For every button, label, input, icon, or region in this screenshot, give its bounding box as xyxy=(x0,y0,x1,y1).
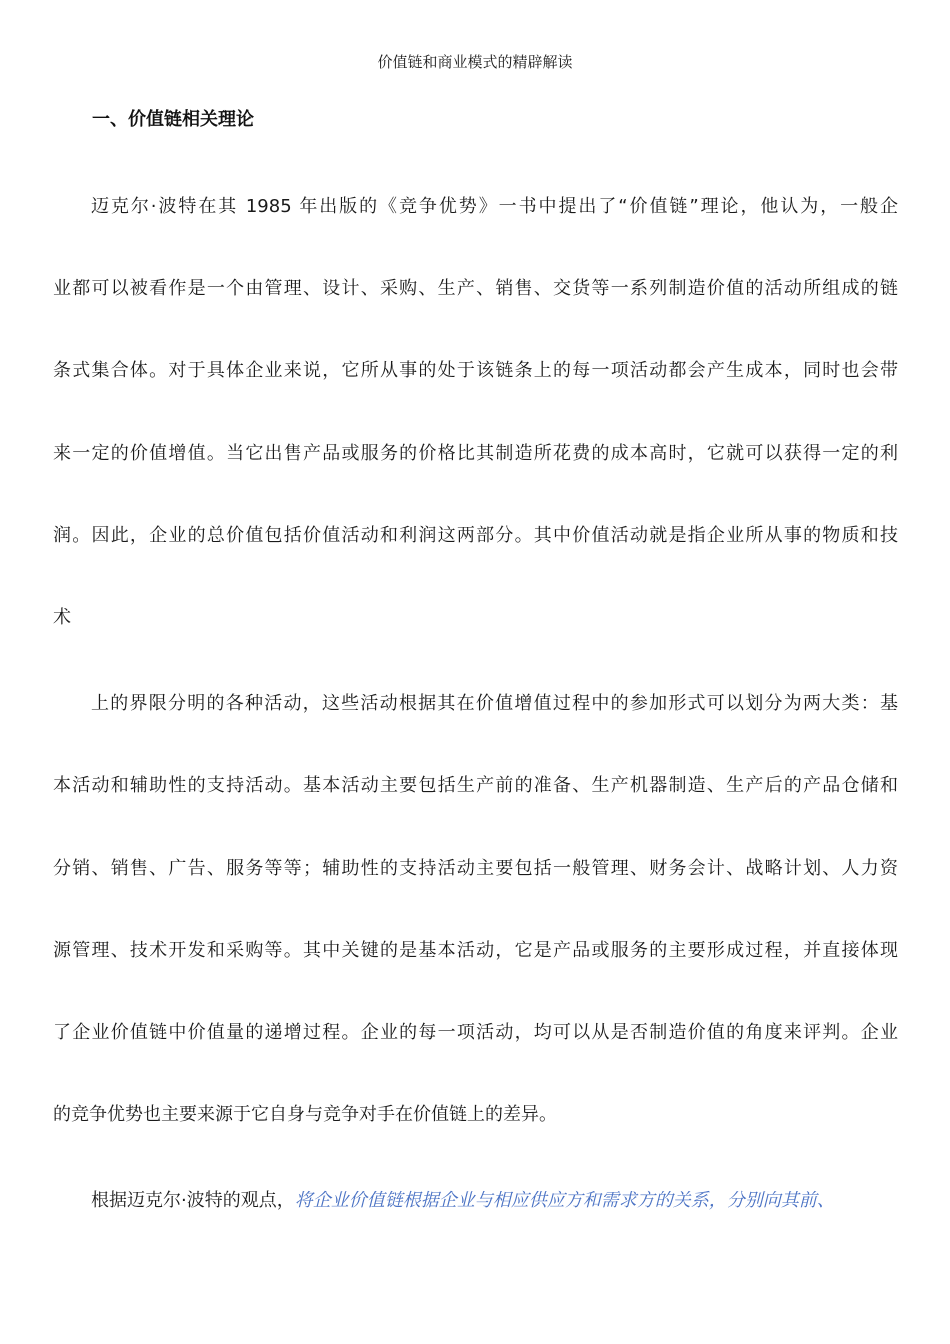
paragraph-line: 迈克尔·波特在其 1985 年出版的《竞争优势》一书中提出了“价值链”理论，他认为，一般企 xyxy=(91,196,898,217)
paragraph-line: 了企业价值链中价值量的递增过程。企业的每一项活动，均可以从是否制造价值的角度来评判。企业 xyxy=(53,1022,898,1043)
paragraph-line: 来一定的价值增值。当它出售产品或服务的价格比其制造所花费的成本高时，它就可以获得一定的利 xyxy=(53,443,898,464)
paragraph-lead-text: 根据迈克尔·波特的观点， xyxy=(91,1190,295,1211)
paragraph-line: 源管理、技术开发和采购等。其中关键的是基本活动，它是产品或服务的主要形成过程，并直接体现 xyxy=(53,940,898,961)
paragraph-line: 上的界限分明的各种活动，这些活动根据其在价值增值过程中的参加形式可以划分为两大类：基 xyxy=(91,693,898,714)
paragraph-line: 本活动和辅助性的支持活动。基本活动主要包括生产前的准备、生产机器制造、生产后的产品仓储和 xyxy=(53,775,898,796)
paragraph-line: 润。因此，企业的总价值包括价值活动和利润这两部分。其中价值活动就是指企业所从事的物质和技 xyxy=(53,525,898,546)
paragraph-line: 分销、销售、广告、服务等等；辅助性的支持活动主要包括一般管理、财务会计、战略计划、人力资 xyxy=(53,858,898,879)
section-heading: 一、价值链相关理论 xyxy=(92,109,254,130)
document-title: 价值链和商业模式的精辟解读 xyxy=(377,53,573,71)
paragraph-line: 条式集合体。对于具体企业来说，它所从事的处于该链条上的每一项活动都会产生成本，同时也会带 xyxy=(53,360,898,381)
paragraph-line xyxy=(91,1187,898,1215)
paragraph-line: 的竞争优势也主要来源于它自身与竞争对手在价值链上的差异。 xyxy=(53,1104,557,1125)
paragraph-line: 业都可以被看作是一个由管理、设计、采购、生产、销售、交货等一系列制造价值的活动所组成的链 xyxy=(53,278,898,299)
paragraph-line: 术 xyxy=(53,607,71,628)
emphasized-text: 将企业价值链根据企业与相应供应方和需求方的关系，分别向其前、 xyxy=(294,1190,835,1211)
